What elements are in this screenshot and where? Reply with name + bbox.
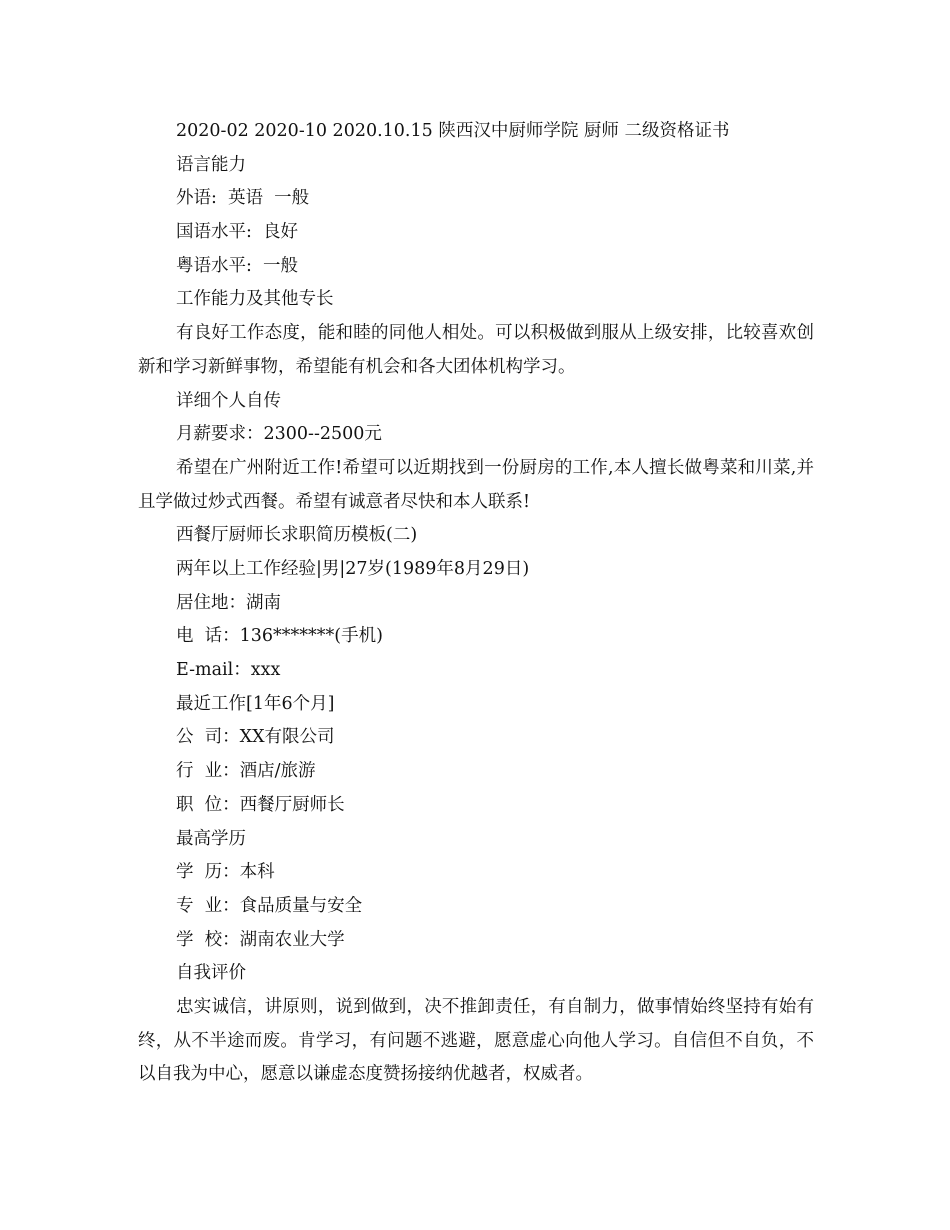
- section-heading-skills: 工作能力及其他专长: [176, 289, 334, 310]
- skills-paragraph: 有良好工作态度，能和睦的同他人相处。可以积极做到服从上级安排，比较喜欢创新和学习新鲜事物，希望能有机会和各大团体机构学习。: [138, 323, 814, 377]
- work-wish-paragraph: 希望在广州附近工作!希望可以近期找到一份厨房的工作,本人擅长做粤菜和川菜,并且学做过炒式西餐。希望有诚意者尽快和本人联系!: [138, 457, 814, 512]
- salary-line: 月薪要求：2300--2500元: [176, 424, 382, 445]
- residence-line: 居住地：湖南: [176, 592, 281, 613]
- major-line: 专 业：食品质量与安全: [176, 895, 363, 916]
- position-line: 职 位：西餐厅厨师长: [176, 794, 345, 815]
- company-line: 公 司：XX有限公司: [176, 727, 335, 748]
- recent-work-heading: 最近工作[1年6个月]: [176, 693, 335, 714]
- self-evaluation-heading: 自我评价: [176, 963, 246, 984]
- mandarin-level-line: 国语水平: 良好: [176, 222, 299, 243]
- section-heading-autobiography: 详细个人自传: [176, 390, 281, 411]
- cantonese-level-line: 粤语水平: 一般: [176, 255, 299, 276]
- education-heading: 最高学历: [176, 828, 246, 849]
- school-line: 学 校：湖南农业大学: [176, 929, 345, 950]
- email-line: E-mail：xxx: [176, 660, 281, 681]
- experience-summary-line: 两年以上工作经验|男|27岁(1989年8月29日): [176, 559, 530, 579]
- self-evaluation-paragraph: 忠实诚信，讲原则，说到做到，决不推卸责任，有自制力，做事情始终坚持有始有终，从不半途而废。肯学习，有问题不逃避，愿意虚心向他人学习。自信但不自负，不以自我为中心，愿意以谦虚态度赞扬接纳优越者，权威者。: [138, 996, 814, 1085]
- section-heading-language: 语言能力: [176, 154, 246, 175]
- certificate-line: 2020-02 2020-10 2020.10.15 陕西汉中厨师学院 厨师 二级资格证书: [176, 121, 730, 141]
- degree-line: 学 历：本科: [176, 862, 275, 883]
- template-title: 西餐厅厨师长求职简历模板(二): [176, 525, 418, 546]
- industry-line: 行 业：酒店/旅游: [176, 761, 316, 782]
- document-body: [138, 115, 814, 1092]
- foreign-language-line: 外语: 英语 一般: [176, 188, 310, 209]
- phone-line: 电 话：136*******(手机): [176, 626, 383, 647]
